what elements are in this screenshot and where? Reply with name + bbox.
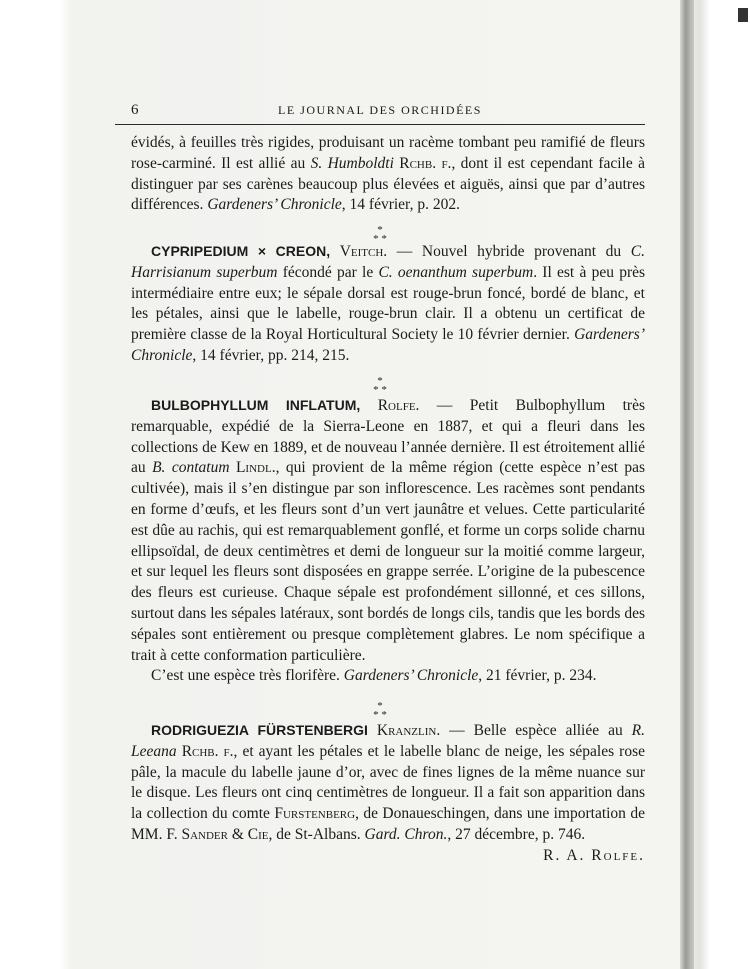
- entry-heading: BULBOPHYLLUM INFLATUM,: [151, 397, 361, 413]
- section-separator: * * *: [373, 700, 387, 721]
- section-separator: * * *: [373, 224, 387, 245]
- author-signature: R. A. Rolfe.: [543, 846, 645, 864]
- species-name: S. Humboldti: [310, 154, 394, 172]
- entry-heading: RODRIGUEZIA FÜRSTENBERGI: [151, 722, 368, 738]
- author-name: Rolfe: [377, 397, 416, 414]
- source-citation: Gard. Chron.: [364, 825, 448, 843]
- journal-title: LE JOURNAL DES ORCHIDÉES: [278, 103, 482, 117]
- source-citation: Gardeners’ Chronicle: [207, 196, 342, 214]
- page-edge-shadow: [680, 0, 694, 969]
- entry-cypripedium: CYPRIPEDIUM × CREON, Veitch. — Nouvel hybride provenant du C. Harrisianum superbum fécondé par le C. oenanthum superbum. Il est à peu près intermédiaire entre eux; le sépale dorsal est rouge-brun foncé, bordé de blanc, et les pétales, ainsi que le labelle, rouge-brun clair. Il a obtenu un certificat de première classe de la Royal Horticultural Society le 10 février dernier. Gardeners’ Chronicle, 14 février, pp. 214, 215.: [131, 243, 646, 364]
- author-name: Kranzlin: [376, 722, 437, 739]
- intro-paragraph: évidés, à feuilles très rigides, produisant un racème tombant peu ramifié de fleurs rose-carminé. Il est allié au S. Humboldti Rchb. f., dont il est cependant facile à distinguer par ses carènes beaucoup plus élevées et aiguës, ainsi que par d’autres différences. Gardeners’ Chronicle, 14 février, p. 202.: [131, 134, 645, 214]
- author-abbrev: Rchb. f.: [399, 154, 452, 172]
- section-separator: * * *: [373, 375, 387, 396]
- entry-rodriguezia: RODRIGUEZIA FÜRSTENBERGI Kranzlin. — Belle espèce alliée au R. Leeana Rchb. f., et ayant les pétales et le labelle blanc de neige, les sépales rose pâle, la macule du labelle jaune d’or, avec de fines lignes de la même nuance sur le disque. Les fleurs ont cinq centimètres de longueur. Il a fait son apparition dans la collection du comte Furstenberg, de Donaueschingen, dans une importation de MM. F. Sander & Cie, de St-Albans. Gard. Chron., 27 décembre, p. 746. R. A. Rolfe.: [131, 720, 645, 867]
- source-citation: Gardeners’ Chronicle: [343, 667, 479, 685]
- journal-page: [115, 90, 645, 890]
- entry-bulbophyllum: BULBOPHYLLUM INFLATUM, Rolfe. — Petit Bulbophyllum très remarquable, expédié de la Sierra-Leone en 1887, et qui a fleuri dans les collections de Kew en 1889, et de nouveau l’année dernière. Il est étroitement allié au B. contatum Lindl., qui provient de la même région (cette espèce n’est pas cultivée), mais il s’en distingue par son inflorescence. Les racèmes sont pendants en forme d’œufs, et les fleurs sont d’un vert jaunâtre et velues. Cette particularité est dûe au rachis, qui est remarquablement gonflé, et forme un corps solide charnu ellipsoïdal, de deux centimètres et demi de longueur sur la moitié comme largeur, et sur lequel les fleurs sont disposées en grappe serrée. L’origine de la pubescence des fleurs est curieuse. Chaque sépale est profondément sillonné, et ces sillons, surtout dans les sépales latéraux, sont bordés de longs cils, tandis que les bords des sépales sont entièrement ou presque complètement glabres. Le nom spécifique a trait à cette conformation particulière. C’est une espèce très florifère. Gardeners’ Chronicle, 21 février, p. 234.: [131, 395, 645, 687]
- author-name: Veitch: [339, 243, 384, 260]
- source-citation: Gardeners’ Chronicle: [131, 326, 645, 364]
- closing-paragraph: C’est une espèce très florifère. Gardeners’ Chronicle, 21 février, p. 234.: [151, 667, 597, 685]
- running-header: [115, 102, 645, 125]
- scan-edge-mark: [738, 8, 748, 22]
- entry-heading: CYPRIPEDIUM × CREON,: [151, 243, 331, 259]
- page-number: 6: [131, 102, 139, 118]
